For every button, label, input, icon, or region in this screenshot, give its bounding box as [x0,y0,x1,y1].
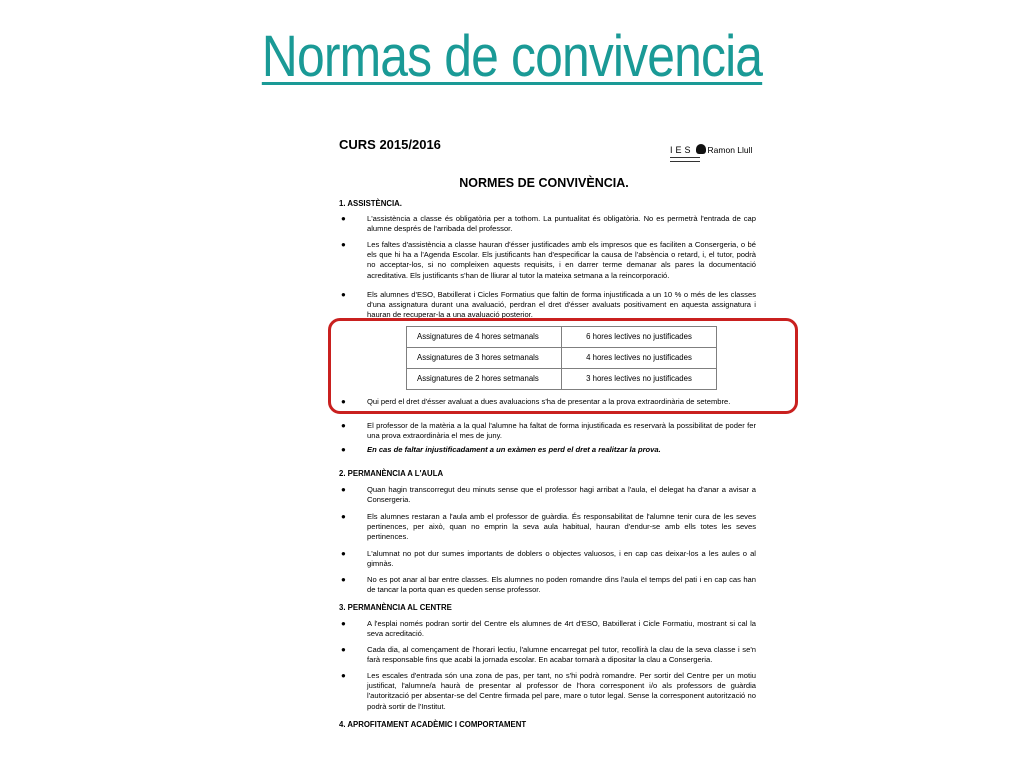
list-item [339,485,756,505]
logo-lines [670,157,700,162]
course-year: CURS 2015/2016 [339,137,441,152]
table-cell: Assignatures de 3 hores setmanals [407,348,562,369]
document-title: NORMES DE CONVIVÈNCIA. [459,176,629,190]
table-cell: 4 hores lectives no justificades [562,348,717,369]
list-item [339,671,756,712]
table-cell: Assignatures de 2 hores setmanals [407,369,562,390]
list-item-text: Les faltes d'assistència a classe hauran d'ésser justificades amb els impresos que es faciliten a Consergeria, o bé els que hi ha a l'Agenda Escolar. Els justificants han d'especificar la causa de l'absència o retard, i, el tutor, podrà no acceptar-los, si no compleixen aquests requisits, i en darrer terme demanar als pares la documentació acreditativa. Els justificants s'han de lliurar al tutor la mateixa setmana a la reincorporació. [367,240,756,280]
list-item [339,619,756,639]
highlight-box [328,318,798,414]
bullet-icon: ● [341,397,346,406]
document-page [328,134,760,734]
bullet-icon: ● [341,671,346,680]
bullet-icon: ● [341,445,346,454]
list-item [339,575,756,595]
list-item [339,421,756,441]
section-heading: 1. ASSISTÈNCIA. [339,199,402,208]
list-item [339,445,756,455]
section-heading: 4. APROFITAMENT ACADÈMIC I COMPORTAMENT [339,720,527,729]
bullet-icon: ● [341,645,346,654]
list-item-text: A l'esplai només podran sortir del Centre els alumnes de 4rt d'ESO, Batxillerat i Cicle Formatiu, mostrant si cal la seva acreditació. [367,619,756,639]
slide-title: Normas de convivencia [261,24,763,89]
list-item [339,549,756,569]
bullet-icon: ● [341,290,346,299]
bullet-icon: ● [341,240,346,249]
logo-name-text: Ramon Llull [707,145,753,155]
logo-head-icon [696,144,706,154]
list-item [339,214,756,234]
list-item-text: El professor de la matèria a la qual l'alumne ha faltat de forma injustificada es reservarà la possibilitat de poder fer una prova extraordinària el mes de juny. [367,421,756,441]
bullet-icon: ● [341,575,346,584]
bullet-icon: ● [341,485,346,494]
list-item-text: L'alumnat no pot dur sumes importants de doblers o objectes valuosos, i en cap cas deixar-los a les aules o al gimnàs. [367,549,756,569]
list-item [339,645,756,665]
list-item-text: Les escales d'entrada són una zona de pas, per tant, no s'hi podrà romandre. Per sortir del Centre per un motiu justificat, l'alumne/a haurà de presentar al professor de l'hora corresponent i/o als professors de guàrdia l'autorització per absentar-se del Centre firmada pel pare, mare o tutor legal. Sense la corresponent autorització no podrà sortir de l'Institut. [367,671,756,711]
list-item [339,512,756,543]
list-item [339,290,756,320]
logo-ies-text: IES [670,145,694,155]
bullet-icon: ● [341,549,346,558]
list-item-text: No es pot anar al bar entre classes. Els alumnes no poden romandre dins l'aula el temps del pati i en cap cas han de tancar la porta quan es queden sense professor. [367,575,756,595]
list-item-text: En cas de faltar injustificadament a un exàmen es perd el dret a realitzar la prova. [367,445,661,454]
bullet-icon: ● [341,512,346,521]
list-item-text: Cada dia, al començament de l'horari lectiu, l'alumne encarregat pel tutor, recollirà la clau de la seva classe i se'n farà responsable fins que acabi la jornada escolar. En acabar tornarà a dipositar la clau a Consergeria. [367,645,756,665]
table-cell: Assignatures de 4 hores setmanals [407,327,562,348]
school-logo [670,144,753,164]
list-item-text: L'assistència a classe és obligatòria per a tothom. La puntualitat és obligatòria. No es permetrà l'entrada de cap alumne després de l'arribada del professor. [367,214,756,234]
list-item [339,240,756,281]
section-heading: 2. PERMANÈNCIA A L'AULA [339,469,444,478]
bullet-icon: ● [341,619,346,628]
list-item-text: Qui perd el dret d'ésser avaluat a dues avaluacions s'ha de presentar a la prova extraordinària de setembre. [367,397,731,406]
table-cell: 6 hores lectives no justificades [562,327,717,348]
bullet-icon: ● [341,421,346,430]
list-item-text: Els alumnes d'ESO, Batxillerat i Cicles Formatius que faltin de forma injustificada a un 10 % o més de les classes d'una assignatura durant una avaluació, perdran el dret d'ésser avaluats positivament en aquesta assignatura i hauran de recuperar-la a una avaluació posterior. [367,290,756,320]
table-cell: 3 hores lectives no justificades [562,369,717,390]
section-heading: 3. PERMANÈNCIA AL CENTRE [339,603,452,612]
list-item-text: Quan hagin transcorregut deu minuts sense que el professor hagi arribat a l'aula, el delegat ha d'anar a avisar a Consergeria. [367,485,756,505]
list-item-text: Els alumnes restaran a l'aula amb el professor de guàrdia. És responsabilitat de l'alumne tenir cura de les seves pertinences, per això, quan no emprin la seva aula habitual, hauran d'endur-se amb ells totes les seves pertinences. [367,512,756,542]
bullet-icon: ● [341,214,346,223]
